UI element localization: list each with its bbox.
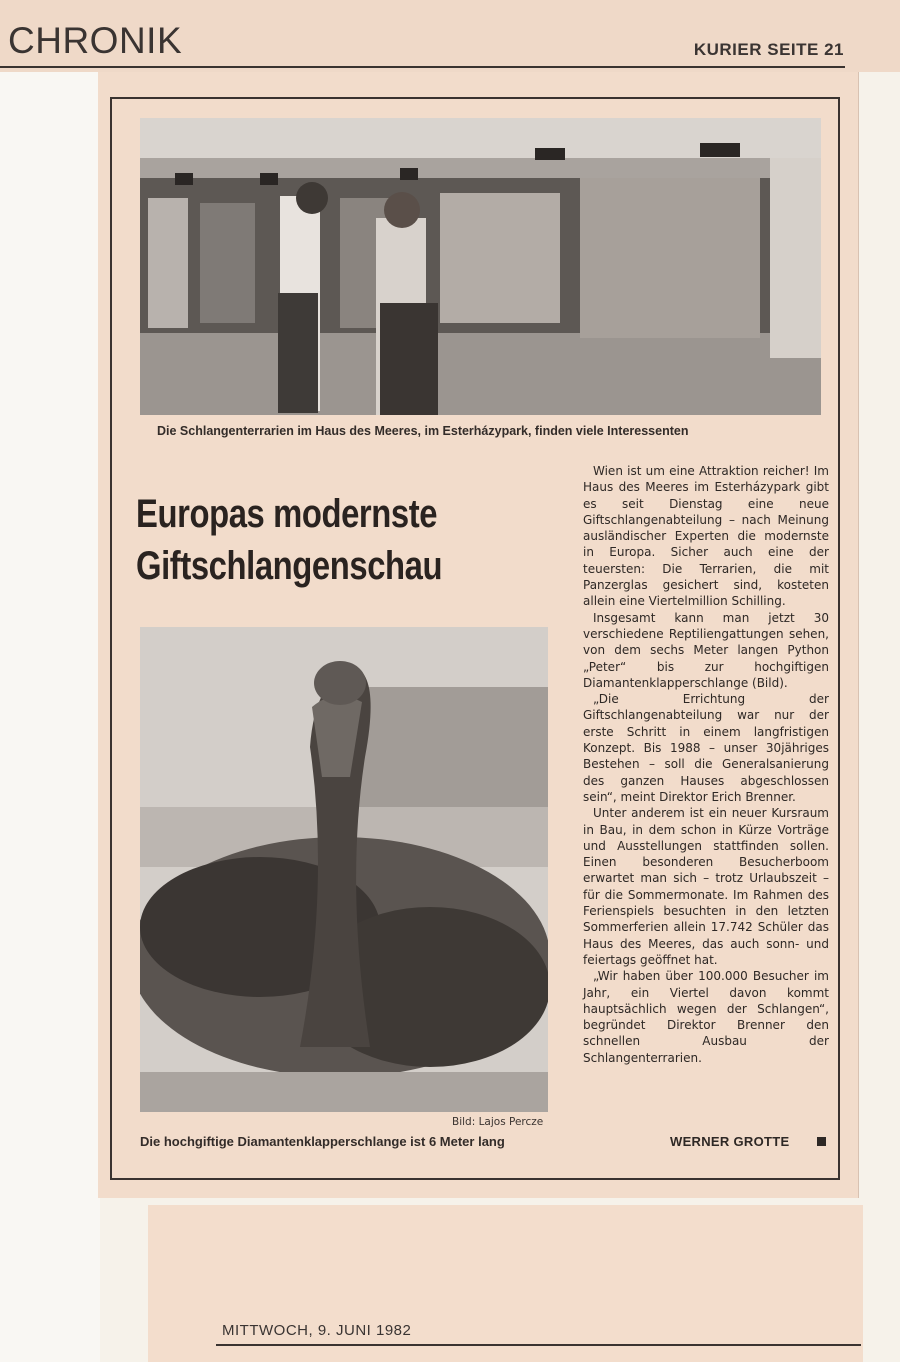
rattlesnake-photo	[140, 627, 548, 1112]
article-body	[583, 463, 829, 1066]
masthead-rule	[0, 66, 845, 68]
headline-line-1: Europas modernste	[136, 492, 438, 536]
article-author: WERNER GROTTE	[670, 1134, 790, 1149]
article-headline	[136, 488, 480, 592]
scan-background	[0, 0, 100, 1362]
article-paragraph: Insgesamt kann man jetzt 30 verschiedene Reptiliengattungen sehen, von dem sechs Meter langen Python „Peter“ bis zur hochgiftigen Diamantenklapperschlange (Bild).	[583, 610, 829, 690]
top-photo-caption: Die Schlangenterrarien im Haus des Meeres, im Esterházypark, finden viele Interessenten	[157, 424, 689, 438]
date-rule	[216, 1344, 861, 1346]
publication-date: MITTWOCH, 9. JUNI 1982	[222, 1322, 412, 1339]
article-paragraph: Unter anderem ist ein neuer Kursraum in Bau, in dem schon in Kürze Vorträge und Ausstellungen stattfinden sollen. Einen besonderen Besucherboom erwartet man sich – trotz Urlaubszeit – für die Sommermonate. Im Rahmen des Ferienspiels besuchten in den letzten Sommerferien allein 17.742 Schüler das Haus des Meeres, das auch sonn- und feiertags geöffnet hat.	[583, 806, 829, 967]
article-paragraph: „Wir haben über 100.000 Besucher im Jahr, ein Viertel davon kommt hauptsächlich wegen der Schlangen“, begründet Direktor Brenner den schnellen Ausbau der Schlangenterrarien.	[583, 969, 829, 1065]
photo-credit: Bild: Lajos Percze	[452, 1116, 544, 1128]
headline-line-2: Giftschlangenschau	[136, 544, 443, 588]
end-mark	[817, 1137, 826, 1146]
article-paragraph: Wien ist um eine Attraktion reicher! Im Haus des Meeres im Esterházypark gibt es seit Dienstag eine neue Giftschlangenabteilung – nach Meinung ausländischer Experten die modernste in Europa. Sicher auch eine der teuersten: Die Terrarien, die mit Panzerglas gesichert sind, kosteten allein eine Viertelmillion Schilling.	[583, 464, 829, 609]
section-title: CHRONIK	[8, 20, 183, 61]
article-paragraph: „Die Errichtung der Giftschlangenabteilung war nur der erste Schritt in einem langfristigen Konzept. Bis 1988 – unser 30jähriges Bestehen – soll die Generalsanierung des ganzen Hauses abgeschlossen sein“, meint Direktor Erich Brenner.	[583, 692, 829, 804]
paper-page-label: KURIER SEITE 21	[693, 40, 844, 59]
snake-photo-caption: Die hochgiftige Diamantenklapperschlange ist 6 Meter lang	[140, 1134, 505, 1149]
terrarium-hall-photo	[140, 118, 821, 415]
